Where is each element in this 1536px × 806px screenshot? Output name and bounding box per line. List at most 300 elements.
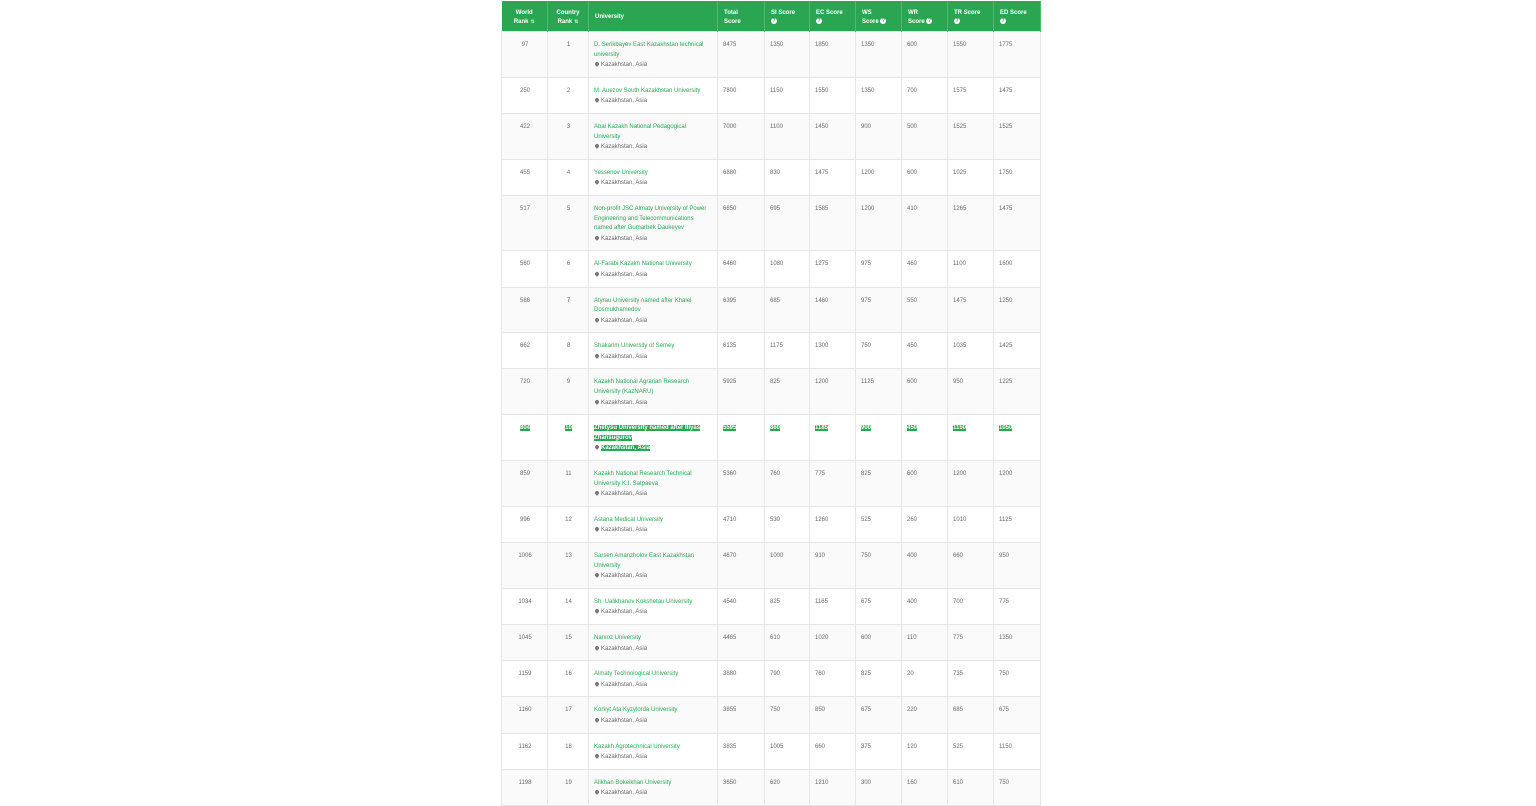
country-rank-cell bbox=[548, 461, 589, 507]
total-score-cell bbox=[718, 77, 765, 113]
score-value: 300 bbox=[861, 779, 872, 786]
country-rank-cell bbox=[548, 32, 589, 78]
ed-score-cell bbox=[994, 733, 1041, 769]
wr-score-cell bbox=[902, 461, 948, 507]
score-value: 675 bbox=[861, 707, 872, 714]
score-value: 610 bbox=[770, 634, 781, 641]
score-value: 750 bbox=[999, 779, 1010, 786]
score-value: 1575 bbox=[953, 87, 967, 94]
score-value: 1080 bbox=[770, 261, 784, 268]
ws-score-cell bbox=[856, 159, 902, 195]
university-link[interactable]: Atyrau University named after Khalel Dosmukhamedov bbox=[594, 297, 692, 314]
university-link[interactable]: Kazakh National Research Technical University K.I. Satpaeva bbox=[594, 471, 692, 487]
score-value: 830 bbox=[770, 169, 781, 176]
si-score-cell bbox=[765, 32, 810, 78]
world-rank-value: 1160 bbox=[518, 707, 532, 714]
score-value: 1275 bbox=[815, 261, 829, 268]
country-rank-value: 3 bbox=[566, 123, 571, 130]
map-pin-icon bbox=[594, 572, 600, 578]
world-rank-value: 1198 bbox=[518, 779, 532, 786]
tr-score-cell bbox=[948, 461, 994, 507]
help-icon[interactable]: ? bbox=[772, 18, 776, 25]
total-score-cell bbox=[718, 697, 765, 733]
map-pin-icon bbox=[594, 490, 600, 496]
university-cell bbox=[589, 287, 718, 333]
score-value: 1265 bbox=[953, 205, 967, 212]
tr-score-cell bbox=[948, 588, 994, 624]
world-rank-cell bbox=[502, 251, 548, 287]
score-value: 695 bbox=[770, 205, 781, 212]
tr-score-cell bbox=[948, 287, 994, 333]
score-value: 1035 bbox=[953, 343, 967, 350]
total-score-cell bbox=[718, 588, 765, 624]
country-rank-cell bbox=[548, 113, 589, 159]
score-value: 1850 bbox=[815, 42, 829, 48]
wr-score-cell bbox=[902, 251, 948, 287]
university-link[interactable]: Non-profit JSC Almaty University of Power Engineering and Telecommunications named after Gumarbek Daukeyev bbox=[594, 205, 707, 232]
header-country-rank-label-1: Country bbox=[556, 10, 580, 16]
location bbox=[594, 753, 713, 763]
help-icon[interactable]: ? bbox=[817, 18, 821, 25]
tr-score-cell bbox=[948, 543, 994, 589]
location-text: Kazakhstan, Asia bbox=[601, 144, 648, 151]
score-value: 530 bbox=[770, 516, 781, 523]
ed-score-cell bbox=[994, 32, 1041, 78]
country-rank-cell bbox=[548, 624, 589, 660]
total-score-cell bbox=[718, 733, 765, 769]
location-text: Kazakhstan, Asia bbox=[601, 681, 648, 688]
map-pin-icon bbox=[594, 753, 600, 759]
country-rank-cell bbox=[548, 733, 589, 769]
sort-icon[interactable]: ⇅ bbox=[574, 19, 579, 25]
world-rank-value: 250 bbox=[519, 87, 530, 94]
location-text: Kazakhstan, Asia bbox=[601, 235, 648, 242]
map-pin-icon bbox=[594, 681, 600, 687]
score-value: 1550 bbox=[953, 42, 967, 48]
score-value: 610 bbox=[953, 779, 964, 786]
ed-score-cell bbox=[994, 415, 1041, 461]
map-pin-icon bbox=[594, 180, 600, 186]
score-value: 1150 bbox=[999, 743, 1012, 750]
score-value: 3880 bbox=[723, 671, 737, 678]
map-pin-icon bbox=[594, 317, 600, 323]
score-value: 620 bbox=[770, 779, 781, 786]
score-value: 525 bbox=[861, 516, 872, 523]
university-link[interactable]: Al-Farabi Kazakh National University bbox=[594, 261, 692, 268]
map-pin-icon bbox=[594, 609, 600, 615]
header-tr-score[interactable] bbox=[948, 1, 994, 32]
university-cell bbox=[589, 461, 718, 507]
university-cell bbox=[589, 661, 718, 697]
world-rank-value: 1159 bbox=[518, 671, 532, 678]
ed-score-cell bbox=[994, 624, 1041, 660]
table-row bbox=[502, 588, 1041, 624]
ec-score-cell bbox=[810, 113, 856, 159]
world-rank-value: 422 bbox=[519, 123, 530, 130]
score-value: 660 bbox=[815, 743, 826, 750]
score-value: 660 bbox=[953, 553, 964, 559]
score-value: 1475 bbox=[999, 87, 1013, 94]
country-rank-cell bbox=[548, 769, 589, 805]
country-rank-value: 19 bbox=[565, 779, 572, 786]
total-score-cell bbox=[718, 415, 765, 461]
tr-score-cell bbox=[948, 195, 994, 250]
university-link[interactable]: Sh. Ualikhanov Kokshetau University bbox=[594, 598, 693, 605]
university-cell bbox=[589, 333, 718, 369]
country-rank-value: 15 bbox=[565, 634, 572, 641]
score-value: 7000 bbox=[723, 123, 737, 130]
university-link[interactable]: Zhetysu University named after Iliyas Zhansugurov bbox=[594, 425, 701, 441]
score-value: 550 bbox=[907, 297, 918, 304]
score-value: 1585 bbox=[815, 205, 829, 212]
score-value: 825 bbox=[861, 471, 872, 478]
table-row bbox=[502, 77, 1041, 113]
location bbox=[594, 526, 713, 536]
score-value: 525 bbox=[953, 743, 964, 750]
world-rank-value: 1162 bbox=[518, 743, 532, 750]
ec-score-cell bbox=[810, 159, 856, 195]
university-cell bbox=[589, 543, 718, 589]
university-cell bbox=[589, 113, 718, 159]
location bbox=[594, 271, 713, 281]
si-score-cell bbox=[765, 369, 810, 415]
score-value: 1450 bbox=[815, 123, 829, 130]
score-value: 1460 bbox=[815, 297, 829, 304]
country-rank-cell bbox=[548, 195, 589, 250]
world-rank-value: 517 bbox=[519, 205, 530, 212]
location bbox=[594, 97, 713, 107]
world-rank-cell bbox=[502, 769, 548, 805]
header-total-score[interactable] bbox=[718, 1, 765, 32]
help-icon[interactable]: ? bbox=[881, 18, 885, 25]
ed-score-cell bbox=[994, 769, 1041, 805]
score-value: 1010 bbox=[953, 516, 967, 523]
score-value: 1100 bbox=[770, 123, 783, 130]
university-link[interactable]: Almaty Technological University bbox=[594, 671, 679, 678]
country-rank-cell bbox=[548, 415, 589, 461]
header-ed-score-label: ED Score bbox=[1000, 10, 1027, 16]
score-value: 1200 bbox=[999, 471, 1013, 478]
header-wr-score[interactable] bbox=[902, 1, 948, 32]
university-link[interactable]: M. Auezov South Kazakhstan University bbox=[594, 87, 701, 94]
location-text: Kazakhstan, Asia bbox=[601, 399, 648, 406]
score-value: 950 bbox=[999, 553, 1010, 559]
map-pin-icon bbox=[594, 353, 600, 359]
table-row bbox=[502, 543, 1041, 589]
wr-score-cell bbox=[902, 543, 948, 589]
ed-score-cell bbox=[994, 251, 1041, 287]
ed-score-cell bbox=[994, 195, 1041, 250]
sort-icon[interactable]: ⇅ bbox=[530, 19, 535, 25]
score-value: 1150 bbox=[770, 87, 783, 94]
ec-score-cell bbox=[810, 733, 856, 769]
score-value: 1350 bbox=[861, 87, 875, 94]
map-pin-icon bbox=[594, 789, 600, 795]
world-rank-cell bbox=[502, 32, 548, 78]
ed-score-cell bbox=[994, 113, 1041, 159]
university-link[interactable]: Kazakh National Agrarian Research University (KazNARU) bbox=[594, 379, 690, 396]
location bbox=[594, 572, 713, 582]
si-score-cell bbox=[765, 287, 810, 333]
tr-score-cell bbox=[948, 697, 994, 733]
world-rank-cell bbox=[502, 195, 548, 250]
tr-score-cell bbox=[948, 661, 994, 697]
score-value: 1475 bbox=[815, 169, 829, 176]
world-rank-cell bbox=[502, 461, 548, 507]
score-value: 450 bbox=[907, 425, 918, 432]
score-value: 260 bbox=[907, 516, 918, 523]
score-value: 700 bbox=[907, 87, 918, 94]
score-value: 975 bbox=[861, 297, 872, 304]
location-text: Kazakhstan, Asia bbox=[601, 271, 648, 278]
ed-score-cell bbox=[994, 369, 1041, 415]
score-value: 900 bbox=[861, 425, 872, 432]
header-tr-score-label: TR Score bbox=[954, 10, 981, 16]
score-value: 4670 bbox=[723, 553, 737, 559]
score-value: 675 bbox=[999, 707, 1010, 714]
tr-score-cell bbox=[948, 333, 994, 369]
university-link[interactable]: Shakarim University of Semey bbox=[594, 343, 675, 350]
location bbox=[594, 143, 713, 153]
table-row bbox=[502, 369, 1041, 415]
table-row bbox=[502, 661, 1041, 697]
header-ws-score-label-2: Score bbox=[862, 19, 879, 25]
tr-score-cell bbox=[948, 113, 994, 159]
university-cell bbox=[589, 506, 718, 542]
wr-score-cell bbox=[902, 661, 948, 697]
score-value: 1525 bbox=[999, 123, 1013, 130]
total-score-cell bbox=[718, 543, 765, 589]
country-rank-value: 13 bbox=[565, 553, 572, 559]
si-score-cell bbox=[765, 251, 810, 287]
ws-score-cell bbox=[856, 588, 902, 624]
header-ec-score-label: EC Score bbox=[816, 10, 843, 16]
ed-score-cell bbox=[994, 588, 1041, 624]
ec-score-cell bbox=[810, 461, 856, 507]
header-ws-score[interactable] bbox=[856, 1, 902, 32]
university-link[interactable]: Yessenov University bbox=[594, 169, 648, 176]
university-link[interactable]: Abai Kazakh National Pedagogical University bbox=[594, 123, 687, 140]
world-rank-cell bbox=[502, 369, 548, 415]
ranking-table-container bbox=[501, 1, 1040, 806]
university-link[interactable]: Korkyt Ata Kyzylorda University bbox=[594, 707, 678, 714]
location-text: Kazakhstan, Asia bbox=[601, 98, 648, 105]
tr-score-cell bbox=[948, 624, 994, 660]
header-country-rank[interactable] bbox=[548, 1, 589, 32]
tr-score-cell bbox=[948, 369, 994, 415]
header-si-score[interactable] bbox=[765, 1, 810, 32]
world-rank-value: 1034 bbox=[518, 598, 532, 605]
header-world-rank-label-2: Rank bbox=[513, 19, 529, 25]
table-row bbox=[502, 415, 1041, 461]
country-rank-cell bbox=[548, 697, 589, 733]
help-icon[interactable]: ? bbox=[927, 18, 931, 25]
university-link[interactable]: Astana Medical University bbox=[594, 516, 664, 523]
location-text: Kazakhstan, Asia bbox=[601, 790, 648, 797]
university-cell bbox=[589, 733, 718, 769]
ec-score-cell bbox=[810, 369, 856, 415]
country-rank-value: 12 bbox=[565, 516, 572, 523]
ws-score-cell bbox=[856, 195, 902, 250]
score-value: 600 bbox=[907, 379, 918, 386]
total-score-cell bbox=[718, 287, 765, 333]
total-score-cell bbox=[718, 159, 765, 195]
si-score-cell bbox=[765, 461, 810, 507]
location bbox=[594, 789, 713, 799]
wr-score-cell bbox=[902, 624, 948, 660]
score-value: 700 bbox=[953, 598, 964, 605]
table-row bbox=[502, 697, 1041, 733]
header-ed-score[interactable] bbox=[994, 1, 1041, 32]
location-text: Kazakhstan, Asia bbox=[601, 527, 648, 534]
wr-score-cell bbox=[902, 415, 948, 461]
tr-score-cell bbox=[948, 32, 994, 78]
score-value: 760 bbox=[770, 471, 781, 478]
country-rank-cell bbox=[548, 506, 589, 542]
ed-score-cell bbox=[994, 159, 1041, 195]
ec-score-cell bbox=[810, 333, 856, 369]
score-value: 600 bbox=[907, 471, 918, 478]
location-text: Kazakhstan, Asia bbox=[601, 573, 648, 580]
map-pin-icon bbox=[594, 143, 600, 149]
score-value: 600 bbox=[907, 42, 918, 48]
score-value: 400 bbox=[907, 553, 918, 559]
country-rank-cell bbox=[548, 77, 589, 113]
score-value: 975 bbox=[861, 261, 872, 268]
world-rank-value: 662 bbox=[519, 343, 530, 350]
score-value: 110 bbox=[907, 634, 917, 641]
university-link[interactable]: Kazakh Agrotechnical University bbox=[594, 743, 680, 750]
ec-score-cell bbox=[810, 697, 856, 733]
score-value: 1300 bbox=[815, 343, 829, 350]
ws-score-cell bbox=[856, 369, 902, 415]
score-value: 1225 bbox=[999, 379, 1013, 386]
world-rank-cell bbox=[502, 159, 548, 195]
score-value: 450 bbox=[907, 343, 918, 350]
score-value: 1175 bbox=[770, 343, 783, 350]
si-score-cell bbox=[765, 543, 810, 589]
university-link[interactable]: Narxoz University bbox=[594, 634, 642, 641]
tr-score-cell bbox=[948, 415, 994, 461]
world-rank-value: 97 bbox=[521, 42, 529, 48]
score-value: 1425 bbox=[999, 343, 1013, 350]
total-score-cell bbox=[718, 624, 765, 660]
country-rank-value: 18 bbox=[565, 743, 572, 750]
score-value: 910 bbox=[815, 553, 826, 559]
si-score-cell bbox=[765, 588, 810, 624]
ec-score-cell bbox=[810, 588, 856, 624]
score-value: 3835 bbox=[723, 743, 737, 750]
ec-score-cell bbox=[810, 77, 856, 113]
university-link[interactable]: D. Serikbayev East Kazakhstan technical university bbox=[594, 42, 704, 58]
score-value: 750 bbox=[861, 343, 872, 350]
tr-score-cell bbox=[948, 733, 994, 769]
location bbox=[594, 353, 713, 363]
score-value: 1350 bbox=[770, 42, 784, 48]
si-score-cell bbox=[765, 333, 810, 369]
header-total-score-label-1: Total bbox=[724, 10, 738, 16]
tr-score-cell bbox=[948, 506, 994, 542]
ws-score-cell bbox=[856, 769, 902, 805]
total-score-cell bbox=[718, 461, 765, 507]
total-score-cell bbox=[718, 506, 765, 542]
location-text: Kazakhstan, Asia bbox=[601, 717, 648, 724]
ws-score-cell bbox=[856, 661, 902, 697]
world-rank-cell bbox=[502, 333, 548, 369]
score-value: 1200 bbox=[861, 205, 875, 212]
total-score-cell bbox=[718, 32, 765, 78]
map-pin-icon bbox=[594, 717, 600, 723]
help-icon[interactable]: ? bbox=[955, 18, 959, 25]
table-row bbox=[502, 159, 1041, 195]
score-value: 825 bbox=[861, 671, 872, 678]
score-value: 1250 bbox=[999, 297, 1013, 304]
total-score-cell bbox=[718, 113, 765, 159]
score-value: 6460 bbox=[723, 261, 737, 268]
location bbox=[594, 608, 713, 618]
location bbox=[594, 444, 713, 454]
table-row bbox=[502, 195, 1041, 250]
table-row bbox=[502, 113, 1041, 159]
total-score-cell bbox=[718, 769, 765, 805]
score-value: 900 bbox=[861, 123, 872, 130]
help-icon[interactable]: ? bbox=[1001, 18, 1005, 25]
header-wr-score-label-1: WR bbox=[908, 10, 918, 16]
score-value: 8475 bbox=[723, 42, 737, 48]
header-country-rank-label-2: Rank bbox=[557, 19, 573, 25]
university-link[interactable]: Sarsen Amanzholov East Kazakhstan University bbox=[594, 553, 695, 569]
ed-score-cell bbox=[994, 287, 1041, 333]
location bbox=[594, 645, 713, 655]
location bbox=[594, 61, 713, 71]
table-row bbox=[502, 506, 1041, 542]
header-university[interactable] bbox=[589, 1, 718, 32]
university-link[interactable]: Alikhan Bokeikhan University bbox=[594, 779, 672, 786]
map-pin-icon bbox=[594, 61, 600, 67]
university-cell bbox=[589, 624, 718, 660]
score-value: 500 bbox=[907, 123, 918, 130]
world-rank-cell bbox=[502, 506, 548, 542]
table-row bbox=[502, 733, 1041, 769]
ed-score-cell bbox=[994, 77, 1041, 113]
score-value: 1005 bbox=[770, 743, 784, 750]
country-rank-cell bbox=[548, 159, 589, 195]
ws-score-cell bbox=[856, 506, 902, 542]
header-world-rank[interactable] bbox=[502, 1, 548, 32]
location-text: Kazakhstan, Asia bbox=[601, 491, 648, 498]
score-value: 760 bbox=[815, 671, 826, 678]
world-rank-value: 455 bbox=[519, 169, 530, 176]
country-rank-value: 17 bbox=[565, 707, 572, 714]
location-text: Kazakhstan, Asia bbox=[601, 317, 648, 324]
ed-score-cell bbox=[994, 697, 1041, 733]
ws-score-cell bbox=[856, 333, 902, 369]
score-value: 5595 bbox=[723, 425, 737, 432]
si-score-cell bbox=[765, 415, 810, 461]
ws-score-cell bbox=[856, 624, 902, 660]
ec-score-cell bbox=[810, 251, 856, 287]
ec-score-cell bbox=[810, 32, 856, 78]
score-value: 685 bbox=[953, 707, 964, 714]
ws-score-cell bbox=[856, 733, 902, 769]
score-value: 1260 bbox=[815, 516, 829, 523]
header-ec-score[interactable] bbox=[810, 1, 856, 32]
university-cell bbox=[589, 77, 718, 113]
score-value: 685 bbox=[770, 297, 781, 304]
score-value: 6135 bbox=[723, 343, 737, 350]
university-cell bbox=[589, 588, 718, 624]
wr-score-cell bbox=[902, 287, 948, 333]
